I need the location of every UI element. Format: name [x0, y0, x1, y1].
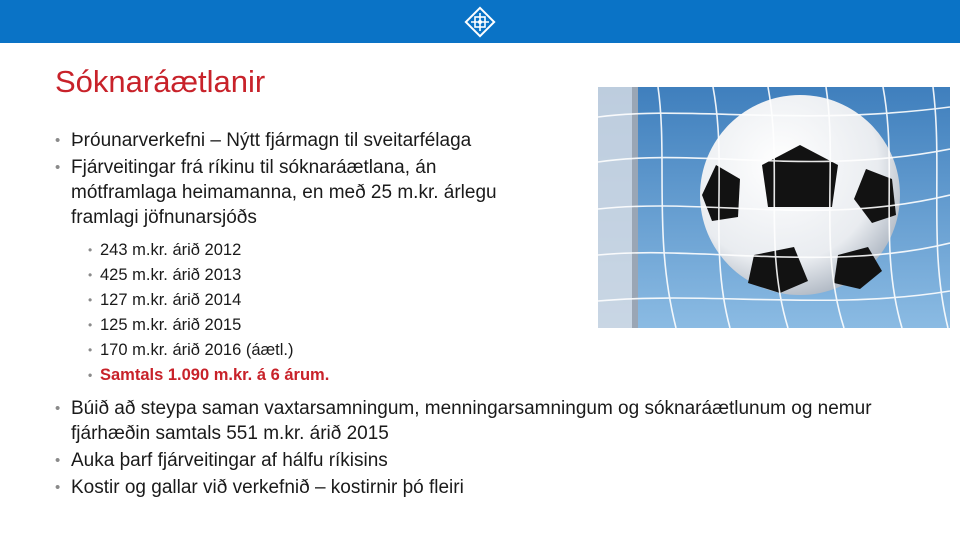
- sub-bullet-item: • 125 m.kr. árið 2015: [88, 313, 575, 338]
- header-bar: [0, 0, 960, 43]
- sub-bullet-item: • 127 m.kr. árið 2014: [88, 288, 575, 313]
- sub-bullet-item: • 425 m.kr. árið 2013: [88, 263, 575, 288]
- main-bullet-list: [55, 128, 575, 388]
- bullet-item: • Þróunarverkefni – Nýtt fjármagn til sveitarfélaga: [55, 128, 575, 153]
- crest-logo-icon: [462, 4, 498, 40]
- sub-bullet-item: • 243 m.kr. árið 2012: [88, 238, 575, 263]
- summary-bullet-list: [55, 396, 935, 500]
- bullet-item: • Fjárveitingar frá ríkinu til sóknaráætlana, án mótframlaga heimamanna, en með 25 m.kr. árlegu framlagi jöfnunarsjóðs: [55, 155, 525, 230]
- sub-bullet-list: [88, 238, 575, 388]
- soccer-ball-net-image: [598, 87, 950, 328]
- bullet-item: • Kostir og gallar við verkefnið – kostirnir þó fleiri: [55, 475, 935, 500]
- sub-bullet-total: • Samtals 1.090 m.kr. á 6 árum.: [88, 363, 575, 388]
- sub-bullet-item: • 170 m.kr. árið 2016 (áætl.): [88, 338, 575, 363]
- bullet-item: • Búið að steypa saman vaxtarsamningum, menningarsamningum og sóknaráætlunum og nemur fjárhæðin samtals 551 m.kr. árið 2015: [55, 396, 935, 446]
- slide-title: Sóknaráætlanir: [55, 64, 266, 99]
- bullet-item: • Auka þarf fjárveitingar af hálfu ríkisins: [55, 448, 935, 473]
- soccer-ball-photo: [598, 87, 950, 328]
